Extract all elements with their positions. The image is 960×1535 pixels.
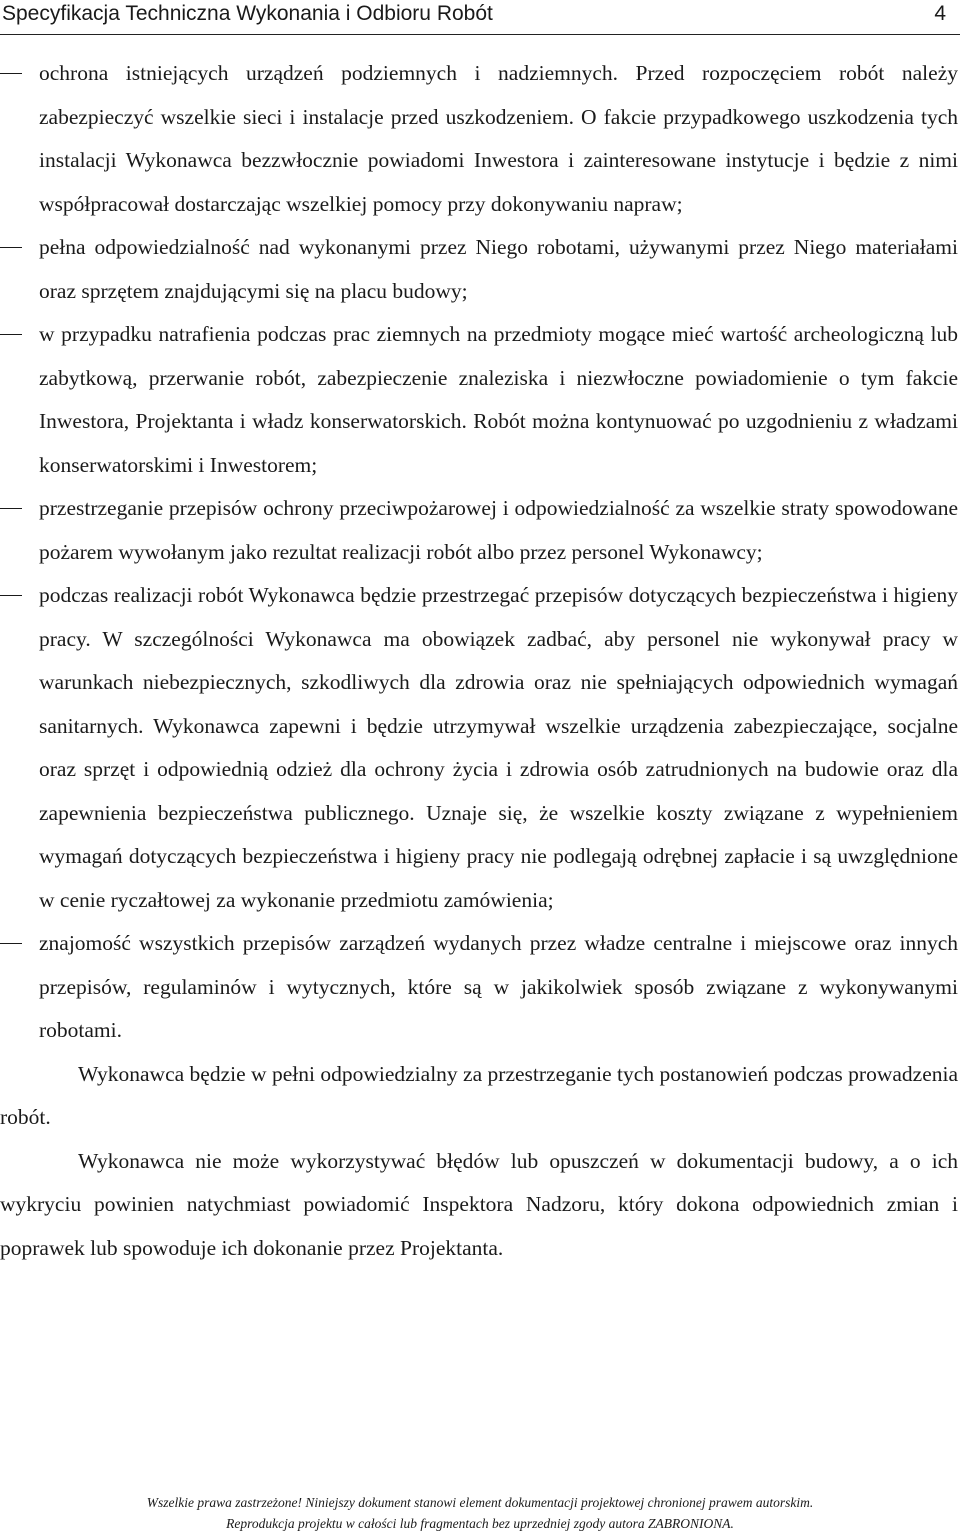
dash-bullet — [0, 73, 22, 74]
dash-bullet — [0, 508, 22, 509]
list-item — [0, 313, 958, 487]
page-number: 4 — [934, 2, 946, 25]
list-item-text: znajomość wszystkich przepisów zarządzeń wydanych przez władze centralne i miejscowe oraz innych przepisów, regulaminów i wytycznych, które są w jakikolwiek sposób związane z wykonywanymi robotami. — [39, 931, 958, 1042]
document-body — [0, 52, 958, 1270]
paragraph-documentation-errors: Wykonawca nie może wykorzystywać błędów lub opuszczeń w dokumentacji budowy, a o ich wykryciu powinien natychmiast powiadomić Inspektora Nadzoru, który dokona odpowiednich zmian i poprawek lub spowoduje ich dokonanie przez Projektanta. — [0, 1148, 958, 1260]
document-title: Specyfikacja Techniczna Wykonania i Odbioru Robót — [2, 2, 493, 25]
page-header — [0, 0, 960, 35]
paragraph-responsibility: Wykonawca będzie w pełni odpowiedzialny za przestrzeganie tych postanowień podczas prowadzenia robót. — [0, 1061, 958, 1129]
page-footer — [0, 1492, 960, 1534]
list-item-text: podczas realizacji robót Wykonawca będzie przestrzegać przepisów dotyczących bezpieczeństwa i higieny pracy. W szczególności Wykonawca ma obowiązek zadbać, aby personel nie wykonywał pracy w warunkach niebezpiecznych, szkodliwych dla zdrowia oraz nie spełniających odpowiednich wymagań sanitarnych. Wykonawca zapewni i będzie utrzymywał wszelkie urządzenia zabezpieczające, socjalne oraz sprzęt i odpowiednią odzież dla ochrony życia i zdrowia osób zatrudnionych na budowie oraz dla zapewnienia bezpieczeństwa publicznego. Uznaje się, że wszelkie koszty związane z wypełnieniem wymagań dotyczących bezpieczeństwa i higieny pracy nie podlegają odrębnej zapłacie i są uwzględnione w cenie ryczałtowej za wykonanie przedmiotu zamówienia; — [39, 583, 958, 912]
copyright-notice: Wszelkie prawa zastrzeżone! Niniejszy dokument stanowi element dokumentacji projektowej chronionej prawem autorskim. — [146, 1495, 814, 1510]
list-item-text: w przypadku natrafienia podczas prac ziemnych na przedmioty mogące mieć wartość archeologiczną lub zabytkową, przerwanie robót, zabezpieczenie znaleziska i niezwłoczne powiadomienie o tym fakcie Inwestora, Projektanta i władz konserwatorskich. Robót można kontynuować po uzgodnieniu z władzami konserwatorskimi i Inwestorem; — [39, 322, 958, 477]
list-item-text: pełna odpowiedzialność nad wykonanymi przez Niego robotami, używanymi przez Niego materiałami oraz sprzętem znajdującymi się na placu budowy; — [39, 235, 958, 303]
list-item — [0, 52, 958, 226]
list-item — [0, 487, 958, 574]
reproduction-notice: Reprodukcja projektu w całości lub fragmentach bez uprzedniej zgody autora ZABRONIONA. — [226, 1516, 734, 1531]
list-item — [0, 574, 958, 922]
dash-bullet — [0, 943, 22, 944]
dash-bullet — [0, 595, 22, 596]
list-item — [0, 922, 958, 1053]
dash-bullet — [0, 334, 22, 335]
list-item-text: ochrona istniejących urządzeń podziemnych i nadziemnych. Przed rozpoczęciem robót należy zabezpieczyć wszelkie sieci i instalacje przed uszkodzeniem. O fakcie przypadkowego uszkodzenia tych instalacji Wykonawca bezzwłocznie powiadomi Inwestora i zainteresowane instytucje i będzie z nimi współpracował dostarczając wszelkiej pomocy przy dokonywaniu napraw; — [39, 61, 958, 216]
list-item — [0, 226, 958, 313]
list-item-text: przestrzeganie przepisów ochrony przeciwpożarowej i odpowiedzialność za wszelkie straty spowodowane pożarem wywołanym jako rezultat realizacji robót albo przez personel Wykonawcy; — [39, 496, 958, 564]
dash-bullet — [0, 247, 22, 248]
